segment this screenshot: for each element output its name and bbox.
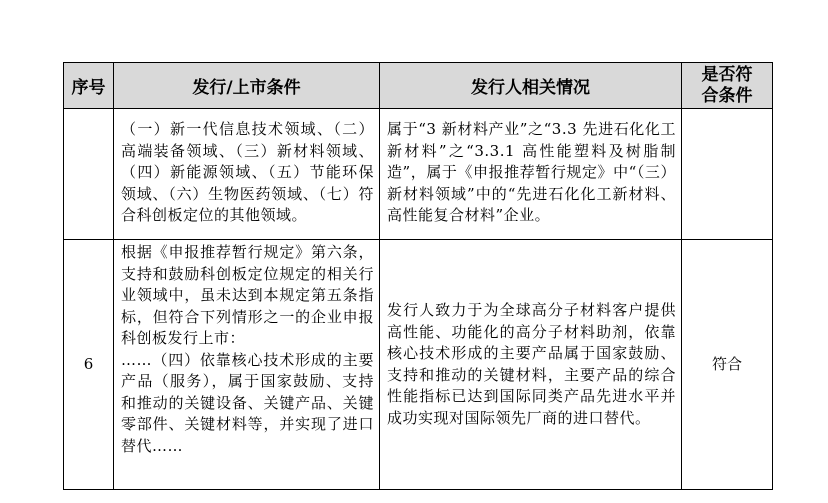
row-compliant: 符合 bbox=[682, 240, 773, 490]
table-header-row bbox=[64, 63, 773, 109]
row-compliant bbox=[682, 109, 773, 240]
header-compliant-line1: 是否符 bbox=[701, 64, 753, 85]
header-compliant bbox=[682, 63, 773, 109]
table-row bbox=[64, 240, 773, 490]
row-seq bbox=[64, 109, 114, 240]
row-condition bbox=[114, 109, 380, 240]
header-compliant-line2: 合条件 bbox=[701, 85, 753, 106]
table-row bbox=[64, 109, 773, 240]
row-issuer-text: 属于“3 新材料产业”之“3.3 先进石化化工新材料”之“3.3.1 高性能塑料及树脂制造”，属于《申报推荐暂行规定》中“（三）新材料领域”中的“先进石化化工新材料、高性能复合材料”企业。 bbox=[387, 120, 676, 225]
row-seq: 6 bbox=[64, 240, 114, 490]
compliance-table bbox=[63, 62, 773, 490]
header-condition: 发行/上市条件 bbox=[114, 63, 380, 109]
header-issuer: 发行人相关情况 bbox=[380, 63, 682, 109]
row-condition-para2: ……（四）依靠核心技术形成的主要产品（服务），属于国家鼓励、支持和推动的关键设备、关键产品、关键零部件、关键材料等，并实现了进口替代…… bbox=[121, 350, 374, 455]
row-condition-text: （一）新一代信息技术领域、（二）高端装备领域、（三）新材料领域、（四）新能源领域、（五）节能环保领域、（六）生物医药领域、（七）符合科创板定位的其他领域。 bbox=[121, 120, 374, 225]
header-seq: 序号 bbox=[64, 63, 114, 109]
row-issuer bbox=[380, 109, 682, 240]
row-issuer-text: 发行人致力于为全球高分子材料客户提供高性能、功能化的高分子材料助剂，依靠核心技术形成的主要产品属于国家鼓励、支持和推动的关键材料，主要产品的综合性能指标已达到国际同类产品先进水平并成功实现对国际领先厂商的进口替代。 bbox=[387, 301, 676, 427]
row-condition bbox=[114, 240, 380, 490]
row-issuer bbox=[380, 240, 682, 490]
row-condition-para1: 根据《申报推荐暂行规定》第六条，支持和鼓励科创板定位规定的相关行业领域中，虽未达到本规定第五条指标，但符合下列情形之一的企业申报科创板发行上市： bbox=[121, 243, 374, 347]
